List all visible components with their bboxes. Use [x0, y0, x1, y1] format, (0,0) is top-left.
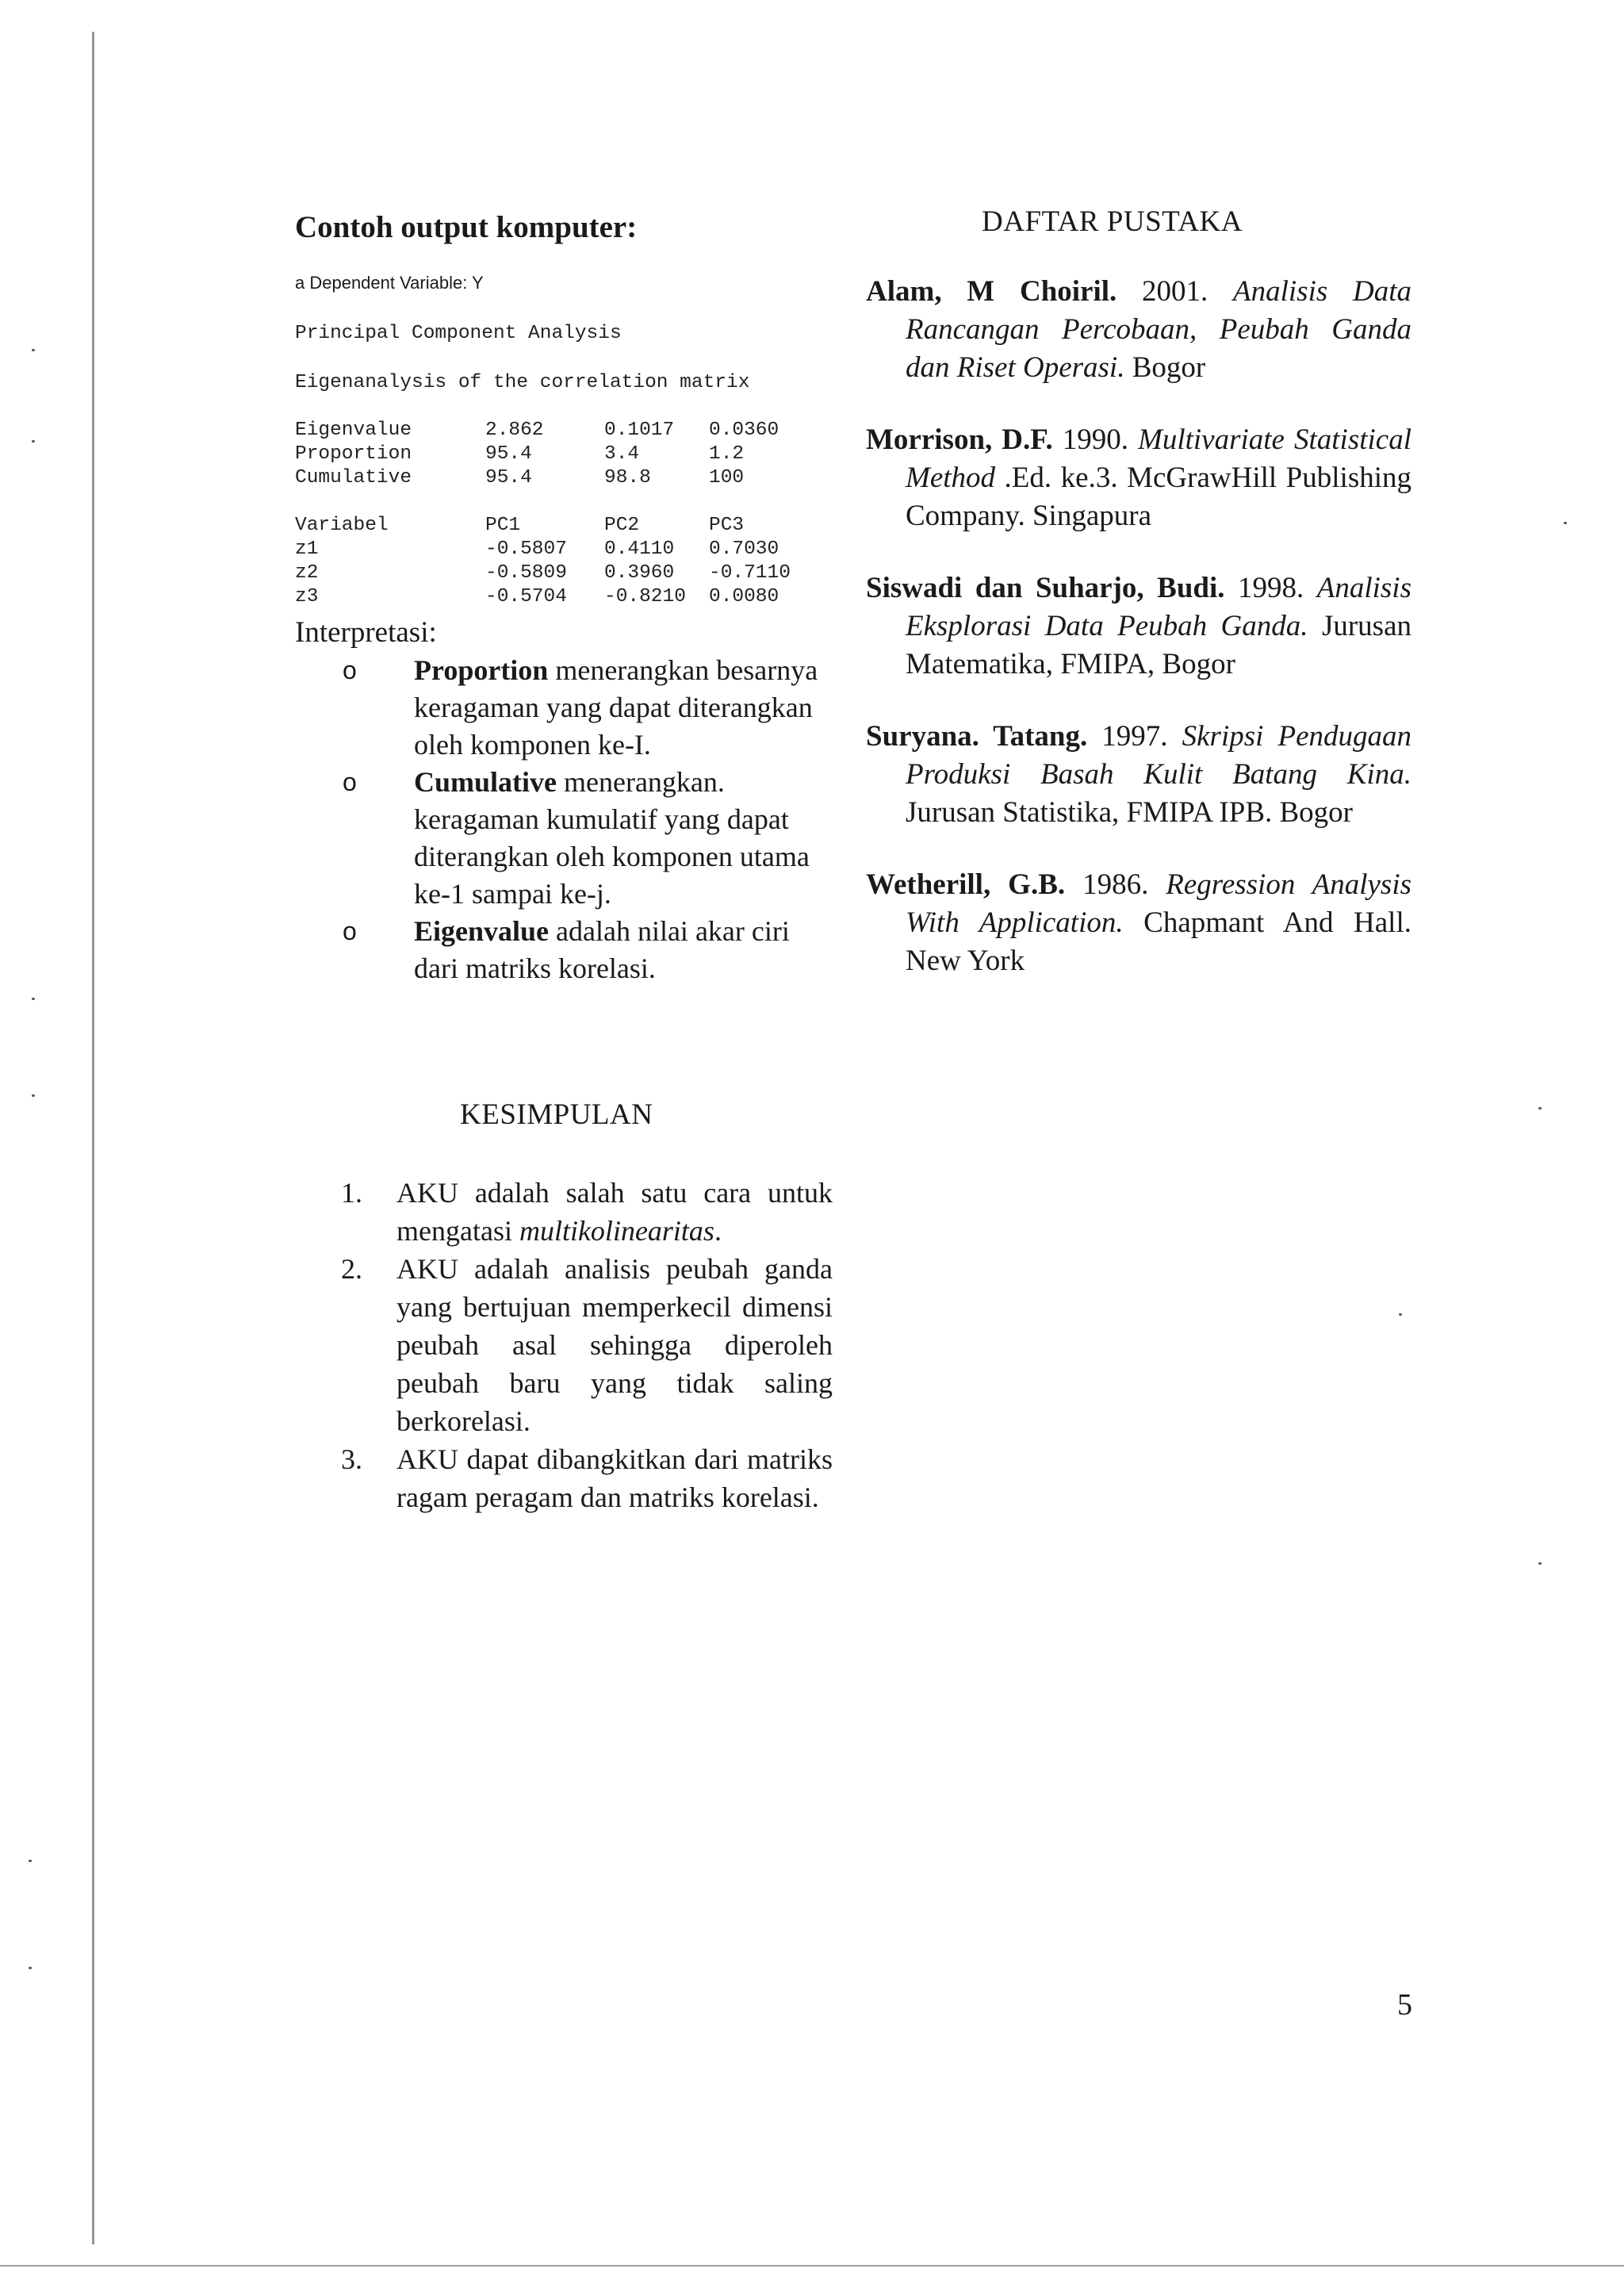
conclusion-text: AKU dapat dibangkitkan dari matriks ragam peragam dan matriks korelasi.	[396, 1443, 833, 1513]
interpretasi-title: Interpretasi:	[295, 616, 437, 649]
table-row	[295, 443, 779, 466]
reference-publisher: Jurusan Matematika, FMIPA, Bogor	[906, 610, 1411, 680]
reference-year: 1998.	[1224, 572, 1317, 604]
reference-year: 2001.	[1116, 275, 1234, 308]
table-cell: -0.5704	[485, 586, 567, 607]
eigen-table	[295, 419, 779, 490]
left-column-header	[295, 209, 637, 245]
reference-publisher: Bogor	[1124, 351, 1206, 384]
scan-bottom-line	[0, 2265, 1624, 2267]
bullet-text: menerangkan besarnya keragaman yang dapat diterangkan oleh komponen ke-I.	[414, 654, 818, 761]
bullet-text: adalah nilai akar ciri dari matriks korelasi.	[414, 915, 790, 984]
scan-speck	[32, 1094, 35, 1097]
conclusion-list	[341, 1174, 833, 1516]
row-label: Eigenvalue	[295, 420, 412, 441]
table-cell: 95.4	[485, 467, 532, 489]
conclusion-text-end: .	[714, 1215, 722, 1247]
scan-margin-line	[92, 32, 94, 2244]
bullet-term: Eigenvalue	[414, 915, 550, 947]
daftar-pustaka-title: DAFTAR PUSTAKA	[982, 205, 1243, 238]
conclusion-emphasis: multikolinearitas	[519, 1215, 714, 1247]
list-item	[341, 1174, 833, 1250]
bullet-icon: o	[343, 768, 357, 796]
dependent-variable-label: a Dependent Variable: Y	[295, 273, 484, 293]
table-cell: 1.2	[709, 443, 745, 465]
reference-title: Analisis Eksplorasi Data Peubah Ganda.	[906, 572, 1411, 642]
table-header-row	[295, 514, 791, 538]
table-cell: 0.3960	[604, 562, 675, 584]
eigenanalysis-title: Eigenanalysis of the correlation matrix	[295, 372, 750, 393]
list-item	[343, 764, 822, 913]
table-cell: 2.862	[485, 420, 544, 441]
table-cell: 0.7030	[709, 538, 779, 560]
list-item	[341, 1250, 833, 1440]
reference-list	[866, 273, 1411, 1014]
scan-speck	[32, 349, 35, 351]
scan-speck	[29, 1967, 32, 1969]
reference-publisher: .Ed. ke.3. McGrawHill Publishing Company. Singapura	[906, 462, 1411, 532]
table-cell: 0.4110	[604, 538, 675, 560]
row-label: Proportion	[295, 443, 412, 465]
table-cell: 0.0080	[709, 586, 779, 607]
scan-speck	[32, 998, 35, 1000]
list-number: 3.	[341, 1443, 362, 1475]
bullet-text: menerangkan. keragaman kumulatif yang dapat diterangkan oleh komponen utama ke-1 sampai ke-j.	[414, 766, 810, 910]
table-row	[295, 585, 791, 609]
list-number: 1.	[341, 1177, 362, 1209]
table-row	[295, 419, 779, 443]
reference-author: Alam, M Choiril.	[866, 275, 1117, 308]
bullet-term: Proportion	[414, 654, 549, 686]
scan-speck	[1538, 1562, 1542, 1565]
scan-speck	[1399, 1313, 1402, 1316]
reference-author: Siswadi dan Suharjo, Budi.	[866, 572, 1225, 604]
reference-item	[866, 569, 1411, 684]
reference-author: Wetherill, G.B.	[866, 868, 1066, 901]
pc-loadings-table	[295, 514, 791, 609]
reference-item	[866, 866, 1411, 980]
kesimpulan-title: KESIMPULAN	[460, 1098, 653, 1131]
table-cell: 0.1017	[604, 420, 675, 441]
reference-title: Skripsi Pendugaan Produksi Basah Kulit Batang Kina.	[906, 720, 1411, 791]
table-cell: 3.4	[604, 443, 640, 465]
list-item	[341, 1440, 833, 1516]
list-item	[343, 652, 822, 764]
row-label: Cumulative	[295, 467, 412, 489]
reference-title: Multivariate Statistical Method	[906, 423, 1411, 494]
scan-speck	[32, 440, 35, 443]
table-row	[295, 561, 791, 585]
table-cell: -0.8210	[604, 586, 686, 607]
reference-item	[866, 273, 1411, 387]
row-label: z2	[295, 562, 319, 584]
scan-speck	[1538, 1107, 1542, 1109]
table-cell: 0.0360	[709, 420, 779, 441]
list-item	[343, 913, 822, 987]
reference-title: Analisis Data Rancangan Percobaan, Peubah Ganda dan Riset Operasi.	[906, 275, 1411, 384]
table-cell: -0.5807	[485, 538, 567, 560]
bullet-icon: o	[343, 656, 357, 684]
reference-title: Regression Analysis With Application.	[906, 868, 1411, 939]
reference-item	[866, 421, 1411, 535]
reference-year: 1990.	[1052, 423, 1139, 456]
table-cell: 98.8	[604, 467, 651, 489]
reference-publisher: Jurusan Statistika, FMIPA IPB. Bogor	[906, 796, 1353, 829]
column-header: PC1	[485, 515, 521, 536]
row-label: z3	[295, 586, 319, 607]
reference-author: Suryana. Tatang.	[866, 720, 1088, 753]
scan-speck	[29, 1860, 32, 1862]
bullet-term: Cumulative	[414, 766, 557, 798]
pca-title: Principal Component Analysis	[295, 323, 622, 344]
table-cell: 95.4	[485, 443, 532, 465]
reference-publisher: Chapmant And Hall. New York	[906, 906, 1411, 977]
bullet-icon: o	[343, 917, 357, 945]
column-header: Variabel	[295, 515, 389, 536]
column-header: PC3	[709, 515, 745, 536]
reference-year: 1986.	[1065, 868, 1166, 901]
conclusion-text: AKU adalah salah satu cara untuk mengatasi	[396, 1177, 833, 1247]
interpretation-list	[343, 652, 822, 987]
reference-author: Morrison, D.F.	[866, 423, 1053, 456]
table-row	[295, 466, 779, 490]
reference-year: 1997.	[1087, 720, 1182, 753]
column-header: PC2	[604, 515, 640, 536]
row-label: z1	[295, 538, 319, 560]
table-cell: -0.7110	[709, 562, 791, 584]
scan-speck	[1564, 522, 1567, 524]
output-section-title: Contoh output komputer:	[295, 210, 638, 244]
table-row	[295, 538, 791, 561]
table-cell: 100	[709, 467, 745, 489]
list-number: 2.	[341, 1253, 362, 1285]
page-number: 5	[1397, 1988, 1412, 2021]
conclusion-text: AKU adalah analisis peubah ganda yang bertujuan memperkecil dimensi peubah asal sehingga diperoleh peubah baru yang tidak saling berkorelasi.	[396, 1253, 833, 1437]
table-cell: -0.5809	[485, 562, 567, 584]
reference-item	[866, 718, 1411, 832]
